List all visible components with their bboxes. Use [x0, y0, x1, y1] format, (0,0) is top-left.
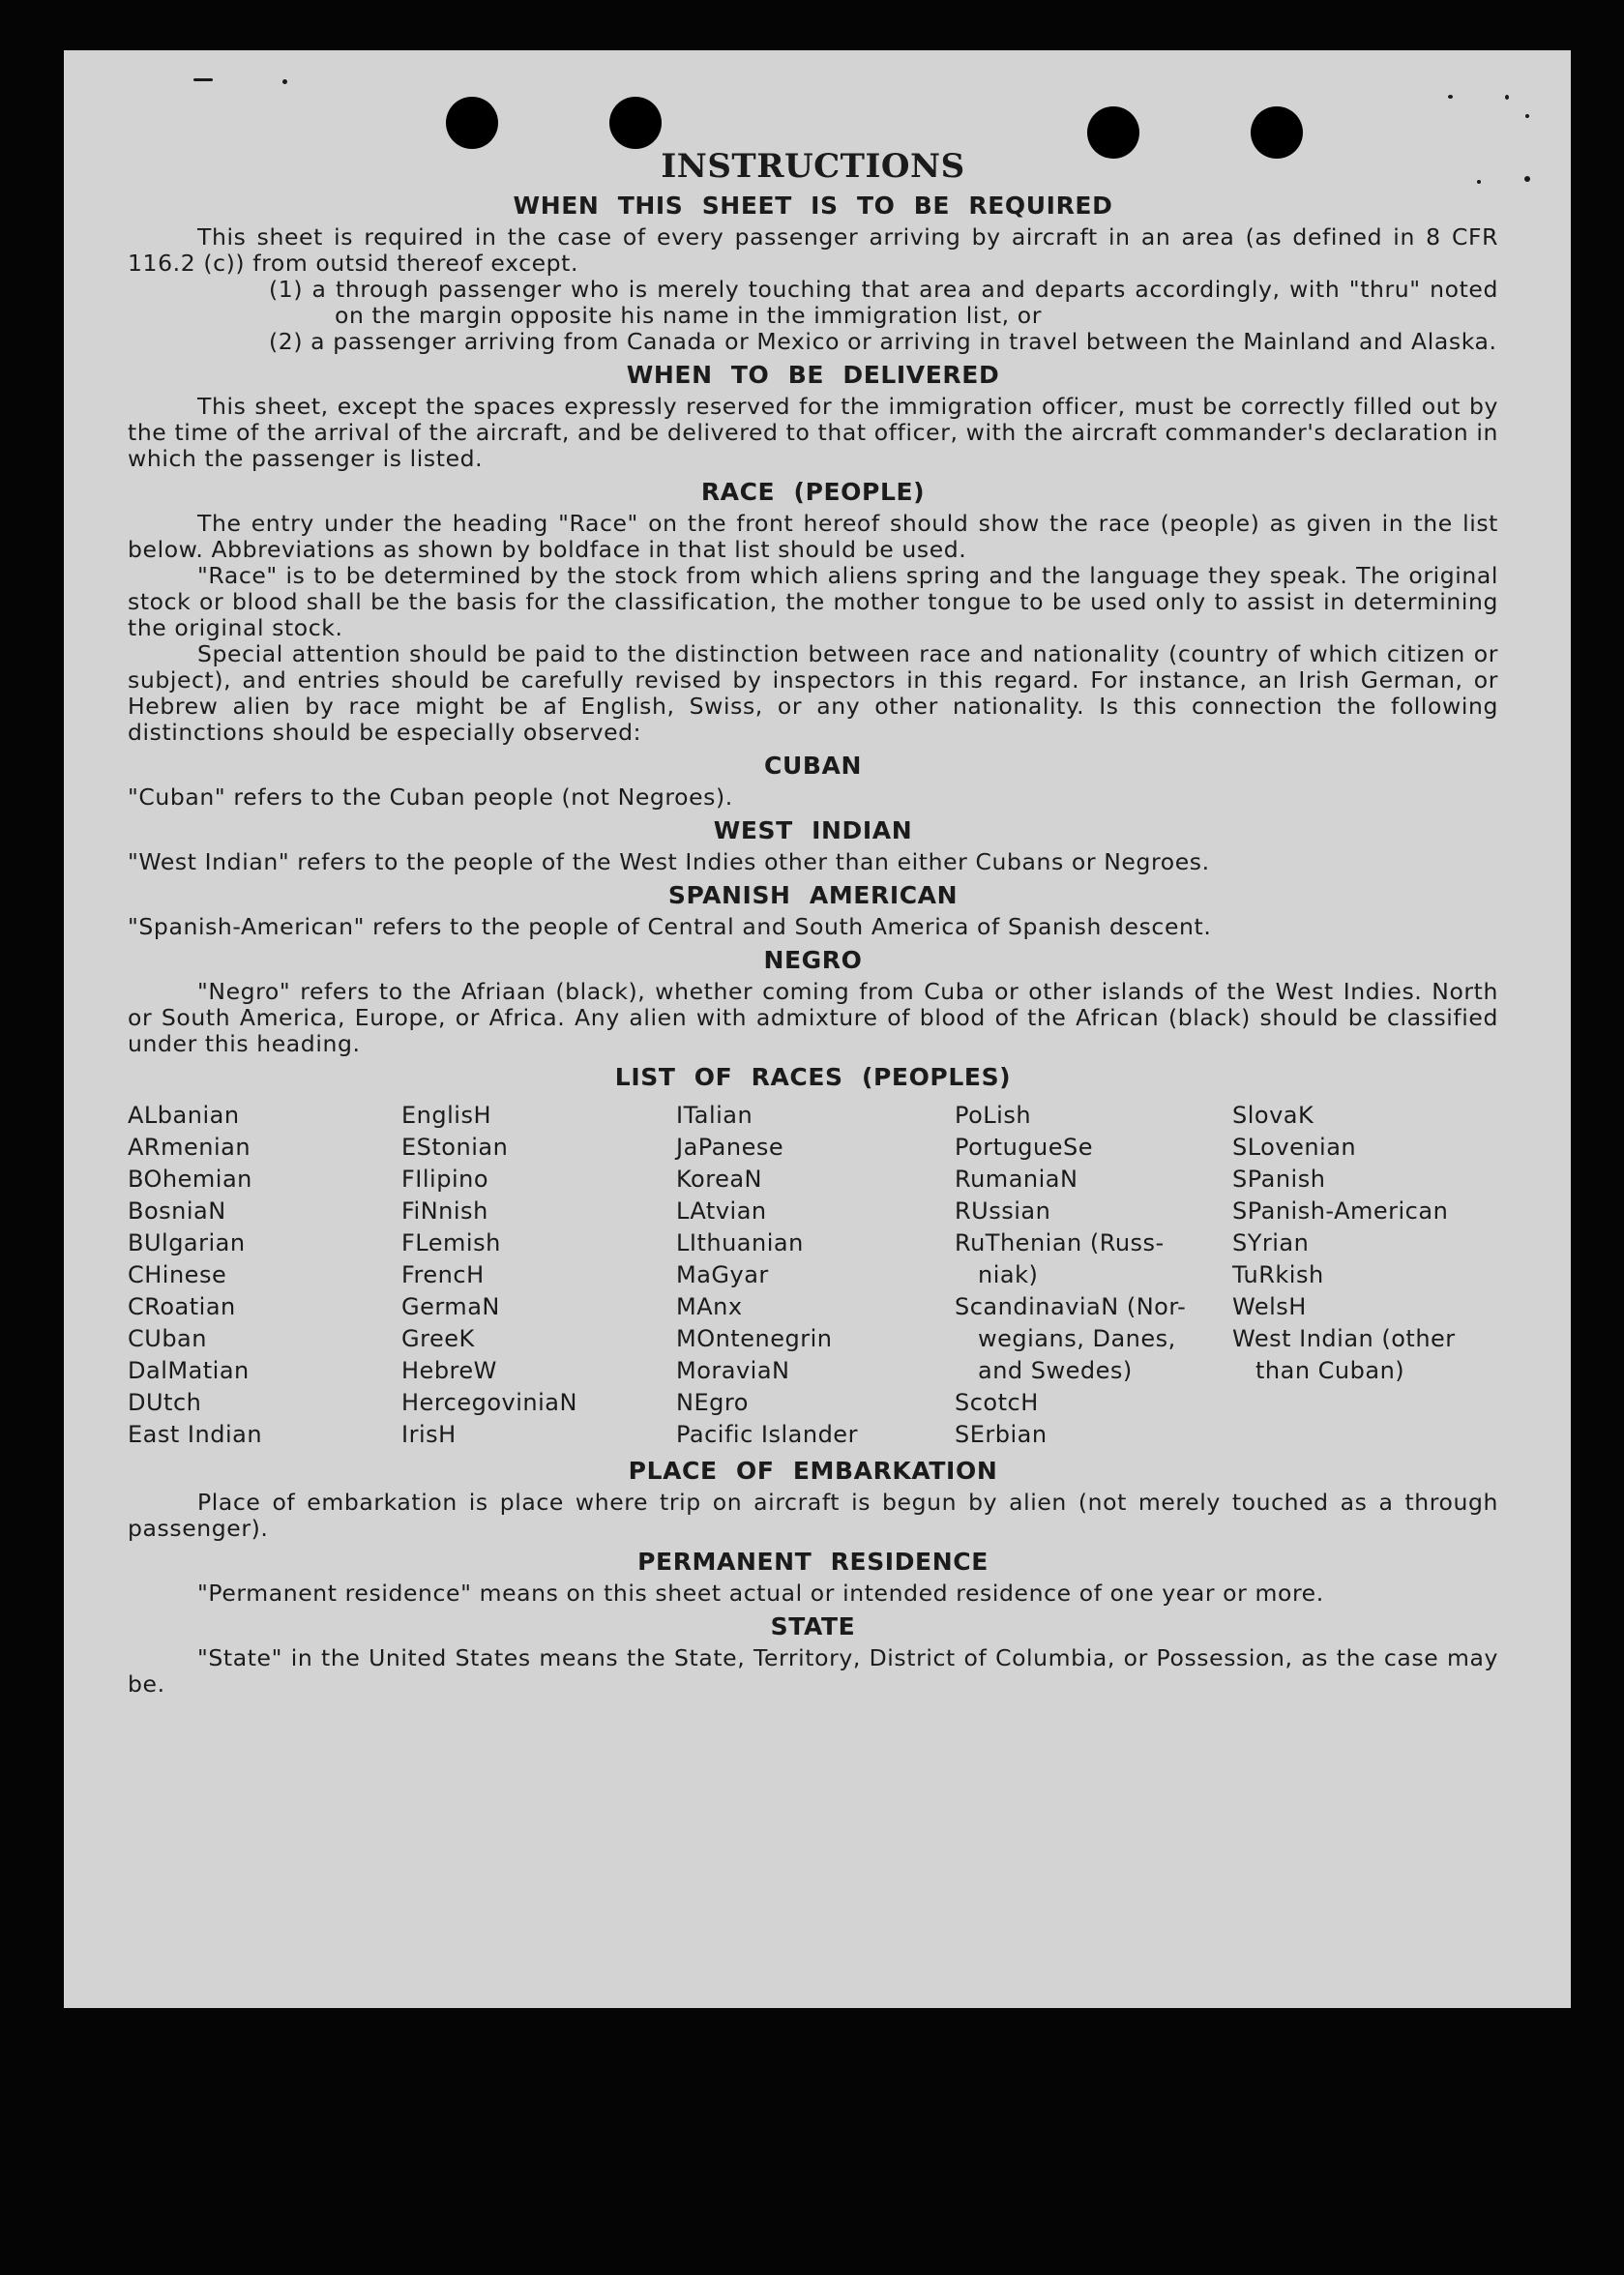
when-required-intro: This sheet is required in the case of every passenger arriving by aircraft in an area (as defined in 8 CFR 116.2 (c)) from outsid thereof except. — [128, 223, 1498, 277]
race-item: MAnx — [676, 1293, 743, 1320]
race-item: IrisH — [401, 1421, 457, 1448]
races-list — [128, 1100, 1498, 1451]
race-paragraph-2: "Race" is to be determined by the stock from which aliens spring and the language they speak. The original stock or blood shall be the basis for the classification, the mother tongue to be used only to assist in determining the original stock. — [128, 562, 1498, 641]
race-item: GermaN — [401, 1293, 500, 1320]
race-item: KoreaN — [676, 1166, 762, 1193]
race-item: wegians, Danes, — [978, 1325, 1176, 1352]
races-column-2 — [401, 1100, 676, 1451]
heading-negro: NEGRO — [763, 946, 863, 974]
race-item: LIthuanian — [676, 1229, 804, 1256]
race-item: than Cuban) — [1255, 1357, 1405, 1384]
race-item: HebreW — [401, 1357, 497, 1384]
heading-state: STATE — [770, 1612, 856, 1640]
race-item: FIlipino — [401, 1166, 489, 1193]
race-item: ALbanian — [128, 1102, 240, 1129]
race-item: DUtch — [128, 1389, 202, 1416]
race-item: EnglisH — [401, 1102, 491, 1129]
race-item: MoraviaN — [676, 1357, 790, 1384]
race-item: SLovenian — [1232, 1134, 1357, 1161]
race-item: MaGyar — [676, 1261, 769, 1288]
punch-hole — [446, 97, 498, 149]
when-required-item-2: (2) a passenger arriving from Canada or Mexico or arriving in travel between the Mainland and Alaska. — [269, 328, 1497, 355]
race-item: RuThenian (Russ- — [955, 1229, 1165, 1256]
scan-speck — [282, 79, 287, 84]
west-indian-text: "West Indian" refers to the people of the West Indies other than either Cubans or Negroes. — [128, 848, 1210, 875]
state-text: "State" in the United States means the State, Territory, District of Columbia, or Possession, as the case may be. — [128, 1644, 1498, 1698]
race-item: MOntenegrin — [676, 1325, 833, 1352]
races-column-1 — [128, 1100, 401, 1451]
race-item: DalMatian — [128, 1357, 250, 1384]
race-item: CUban — [128, 1325, 207, 1352]
scan-speck — [1448, 95, 1453, 99]
heading-west-indian: WEST INDIAN — [713, 816, 913, 844]
negro-text: "Negro" refers to the Afriaan (black), whether coming from Cuba or other islands of the West Indies. North or South America, Europe, or Africa. Any alien with admixture of blood of the African (black) should be classified under this heading. — [128, 978, 1498, 1057]
race-item: LAtvian — [676, 1197, 767, 1225]
race-item: SPanish-American — [1232, 1197, 1449, 1225]
race-item: SlovaK — [1232, 1102, 1314, 1129]
races-column-4 — [955, 1100, 1232, 1451]
heading-cuban: CUBAN — [764, 752, 862, 780]
race-item: NEgro — [676, 1389, 749, 1416]
race-paragraph-1: The entry under the heading "Race" on the front hereof should show the race (people) as given in the list below. Abbreviations as shown by boldface in that list should be used. — [128, 510, 1498, 563]
race-item: ARmenian — [128, 1134, 251, 1161]
race-item: EStonian — [401, 1134, 509, 1161]
race-item: SPanish — [1232, 1166, 1326, 1193]
heading-spanish-american: SPANISH AMERICAN — [667, 881, 959, 909]
race-item: CHinese — [128, 1261, 227, 1288]
heading-list-of-races: LIST OF RACES (PEOPLES) — [614, 1063, 1012, 1091]
race-item: BosniaN — [128, 1197, 226, 1225]
scan-speck — [1505, 95, 1509, 100]
when-required-item-1: (1) a through passenger who is merely touching that area and departs accordingly, with "thru" noted on the margin opposite his name in the immigration list, or — [269, 276, 1498, 329]
permanent-residence-text: "Permanent residence" means on this sheet actual or intended residence of one year or more. — [197, 1580, 1324, 1607]
race-item: ScotcH — [955, 1389, 1039, 1416]
embarkation-text: Place of embarkation is place where trip on aircraft is begun by alien (not merely touched as a through passenger). — [128, 1489, 1498, 1542]
race-item: FLemish — [401, 1229, 501, 1256]
race-item: West Indian (other — [1232, 1325, 1456, 1352]
race-item: PoLish — [955, 1102, 1032, 1129]
heading-race: RACE (PEOPLE) — [700, 478, 926, 506]
scan-speck — [193, 78, 213, 81]
race-item: RumaniaN — [955, 1166, 1078, 1193]
race-item: niak) — [978, 1261, 1039, 1288]
scan-speck — [1525, 114, 1529, 118]
race-item: TuRkish — [1232, 1261, 1324, 1288]
cuban-text: "Cuban" refers to the Cuban people (not Negroes). — [128, 783, 733, 811]
race-item: FiNnish — [401, 1197, 488, 1225]
races-column-5 — [1232, 1100, 1498, 1451]
race-item: BOhemian — [128, 1166, 252, 1193]
race-item: PortugueSe — [955, 1134, 1093, 1161]
race-item: ScandinaviaN (Nor- — [955, 1293, 1187, 1320]
spanish-american-text: "Spanish-American" refers to the people of Central and South America of Spanish descent. — [128, 913, 1212, 940]
race-item: SErbian — [955, 1421, 1048, 1448]
race-item: SYrian — [1232, 1229, 1310, 1256]
race-item: RUssian — [955, 1197, 1051, 1225]
race-item: Pacific Islander — [676, 1421, 858, 1448]
heading-embarkation: PLACE OF EMBARKATION — [628, 1457, 998, 1485]
scan-speck — [1524, 176, 1530, 182]
race-item: JaPanese — [676, 1134, 784, 1161]
race-item: WelsH — [1232, 1293, 1307, 1320]
race-item: and Swedes) — [978, 1357, 1133, 1384]
punch-hole — [609, 97, 662, 149]
heading-permanent-residence: PERMANENT RESIDENCE — [637, 1548, 989, 1576]
race-item: CRoatian — [128, 1293, 236, 1320]
heading-when-required: WHEN THIS SHEET IS TO BE REQUIRED — [513, 192, 1113, 220]
race-item: GreeK — [401, 1325, 475, 1352]
heading-when-delivered: WHEN TO BE DELIVERED — [626, 361, 1000, 389]
race-paragraph-3: Special attention should be paid to the distinction between race and nationality (country of which citizen or subject), and entries should be carefully revised by inspectors in this regard. For instance, an Irish German, or Hebrew alien by race might be af English, Swiss, or any other nationality. Is this connection the following distinctions should be especially observed: — [128, 640, 1498, 746]
instructions-content — [128, 147, 1498, 1698]
races-column-3 — [676, 1100, 955, 1451]
page-title: INSTRUCTIONS — [661, 147, 965, 186]
document-page — [64, 50, 1571, 2008]
race-item: BUlgarian — [128, 1229, 246, 1256]
race-item: HercegoviniaN — [401, 1389, 577, 1416]
race-item: ITalian — [676, 1102, 753, 1129]
race-item: East Indian — [128, 1421, 263, 1448]
race-item: FrencH — [401, 1261, 485, 1288]
when-delivered-text: This sheet, except the spaces expressly reserved for the immigration officer, must be correctly filled out by the time of the arrival of the aircraft, and be delivered to that officer, with the aircraft commander's declaration in which the passenger is listed. — [128, 393, 1498, 472]
